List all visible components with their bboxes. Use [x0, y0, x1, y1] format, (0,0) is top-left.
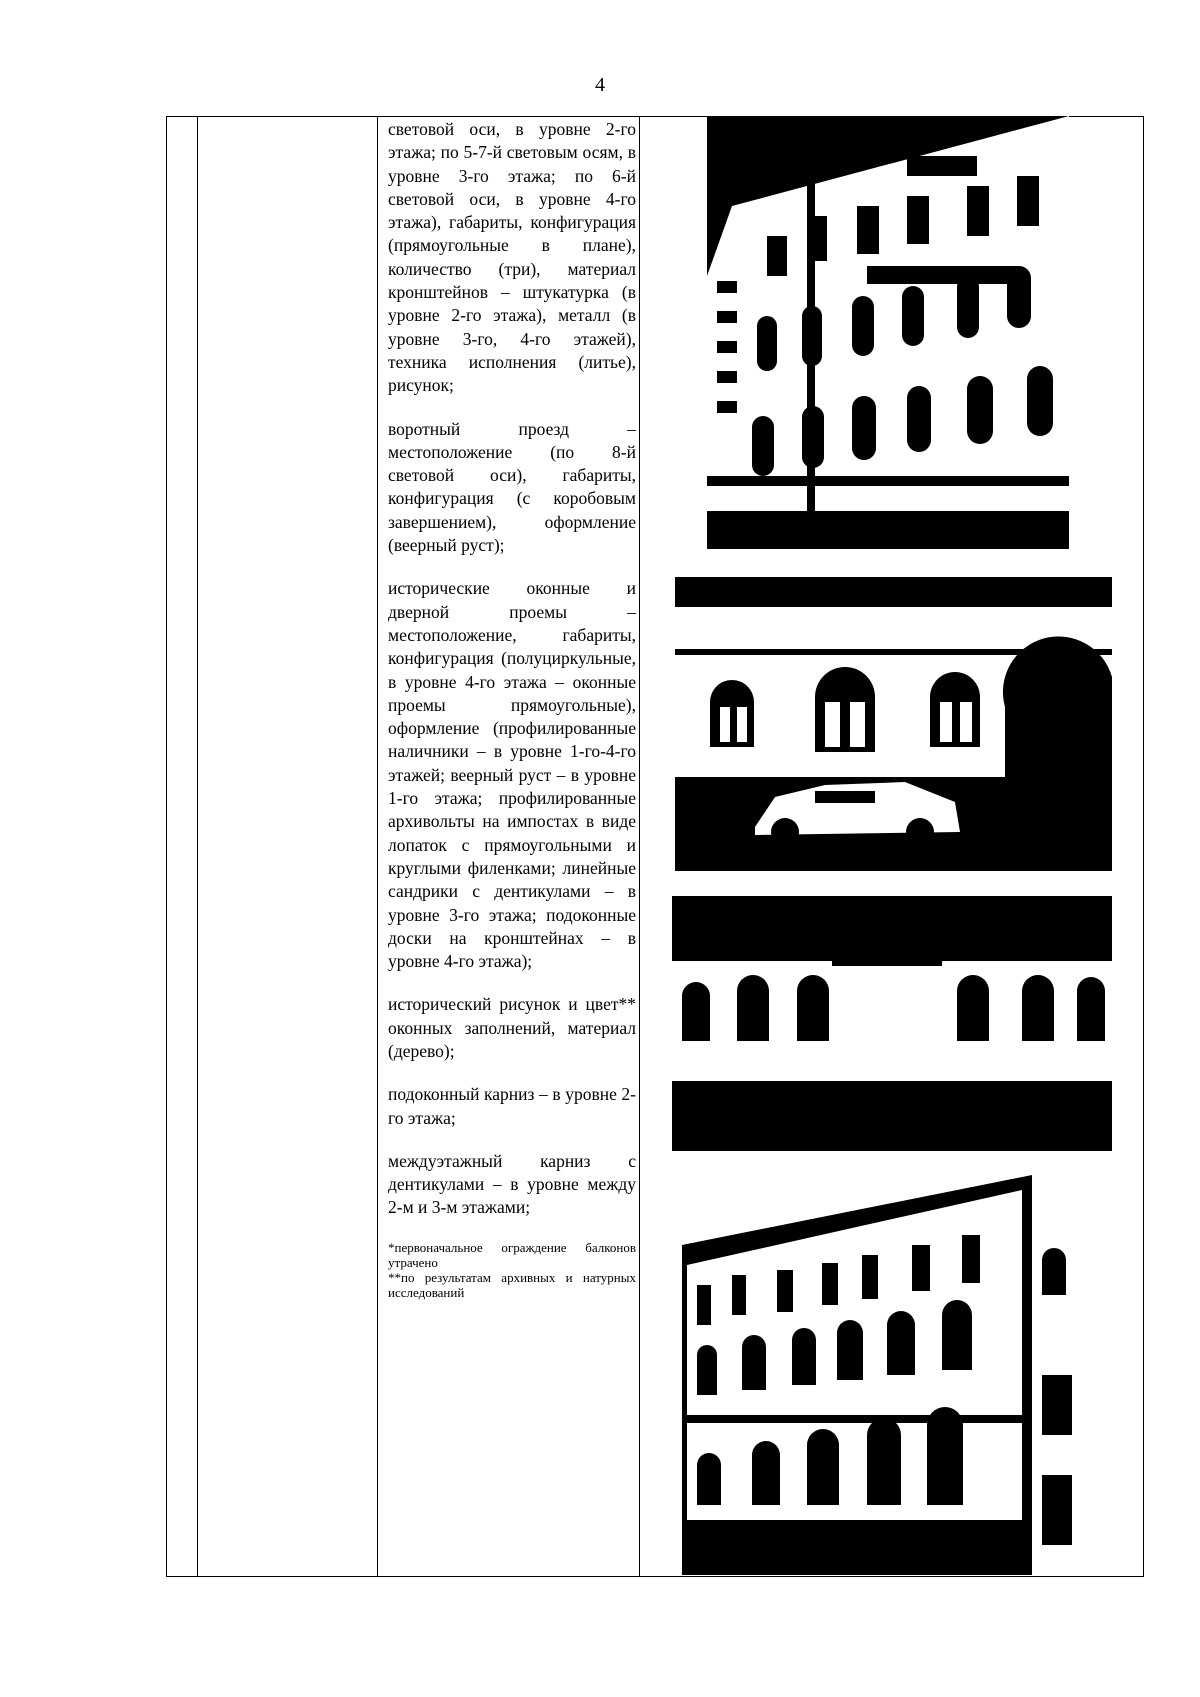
facade-photo-4: [682, 1175, 1102, 1575]
footnote-2: **по результатам архивных и натурных исследований: [388, 1269, 636, 1300]
footnotes: [388, 1240, 636, 1300]
facade-photo-1: [707, 116, 1069, 549]
page-number: 4: [595, 74, 605, 96]
paragraph-window-fillings: исторический рисунок и цвет** оконных заполнений, материал (дерево);: [388, 994, 636, 1061]
description-text: [388, 118, 636, 1300]
paragraph-openings: исторические оконные и дверной проемы – местоположение, габариты, конфигурация (полуциркульные, в уровне 4-го этажа – оконные проемы прямоугольные), оформление (профилированные наличники – в уровне 1-го-4-го этажей; веерный руст – в уровне 1-го этажа; профилированные архивольты на импостах в виде лопаток с прямоугольными и круглыми филенками; линейные сандрики с дентикулами – в уровне 3-го этажа; подоконные доски на кронштейнах – в уровне 4-го этажа);: [388, 578, 636, 972]
paragraph-balconies: световой оси, в уровне 2-го этажа; по 5-7-й световым осям, в уровне 3-го этажа; по 6-й световой оси, в уровне 4-го этажа), габариты, конфигурация (прямоугольные в плане), количество (три), материал кронштейнов – штукатурка (в уровне 2-го этажа), металл (в уровне 3-го, 4-го этажей), техника исполнения (литье), рисунок;: [388, 119, 636, 396]
column-divider: [639, 117, 640, 1576]
facade-photo-3: [672, 896, 1112, 1151]
paragraph-gateway: воротный проезд – местоположение (по 8-й световой оси), габариты, конфигурация (с коробовым завершением), оформление (веерный руст);: [388, 418, 636, 556]
facade-photo-2: [675, 577, 1112, 871]
column-divider: [197, 117, 198, 1576]
footnote-1: *первоначальное ограждение балконов утрачено: [388, 1239, 636, 1270]
column-divider: [377, 117, 378, 1576]
paragraph-interfloor-cornice: междуэтажный карниз с дентикулами – в уровне между 2-м и 3-м этажами;: [388, 1150, 636, 1218]
paragraph-sill-cornice: подоконный карниз – в уровне 2-го этажа;: [388, 1084, 636, 1128]
